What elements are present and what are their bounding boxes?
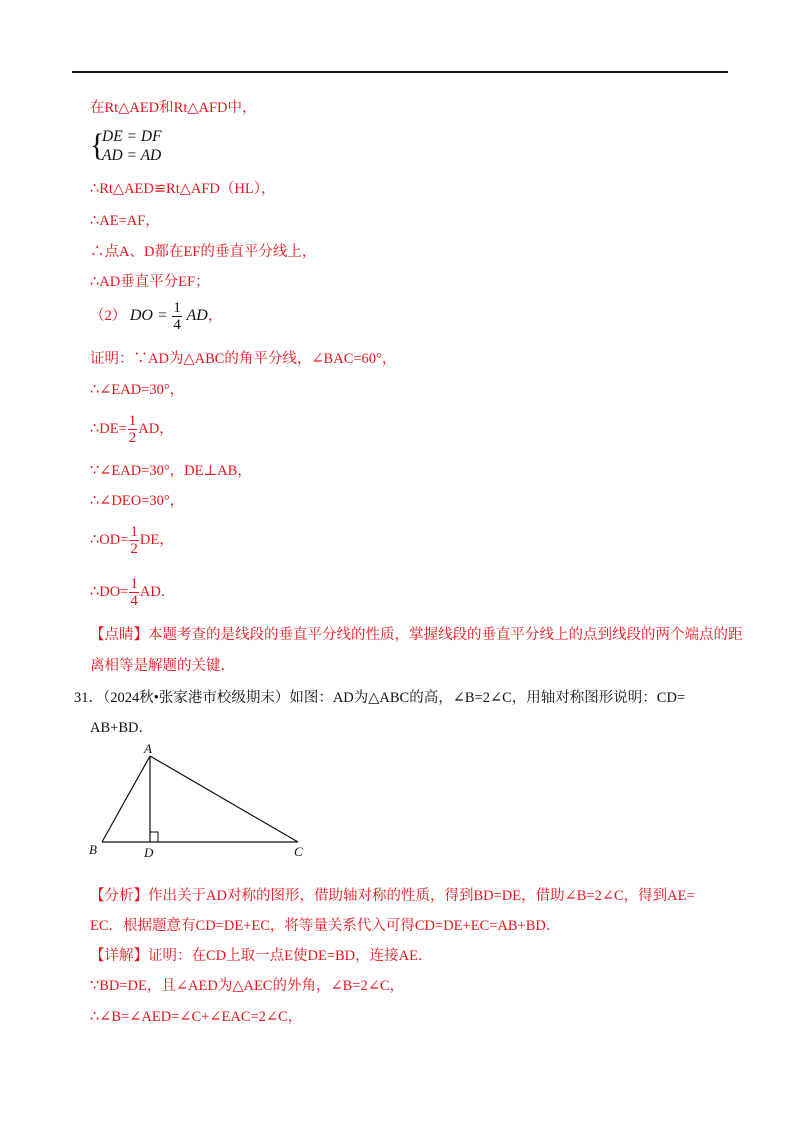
fraction-numerator: 1 xyxy=(130,524,138,540)
brace-icon: { xyxy=(90,128,105,163)
formula-line xyxy=(90,300,222,333)
vertex-label-a: A xyxy=(144,741,152,756)
text-line: 在Rt△AED和Rt△AFD中， xyxy=(90,100,257,116)
right-angle-marker xyxy=(150,832,158,842)
text-line: ∴AD垂直平分EF； xyxy=(90,274,210,290)
text-line: ∴点A、D都在EF的垂直平分线上， xyxy=(90,244,317,260)
formula-lhs: DO = xyxy=(129,306,168,324)
fraction-numerator: 1 xyxy=(173,300,181,316)
text-line: ∴∠B=∠AED=∠C+∠EAC=2∠C， xyxy=(90,1009,303,1025)
formula-line xyxy=(90,524,174,557)
text-line: 【点睛】本题考查的是线段的垂直平分线的性质，掌握线段的垂直平分线上的点到线段的两个端点的距 xyxy=(90,627,743,643)
vertex-label-b: B xyxy=(89,842,97,857)
fraction xyxy=(128,413,138,446)
punctuation: ， xyxy=(207,307,223,324)
equation-row: AD = AD xyxy=(102,147,162,164)
text-line: 证明：∵AD为△ABC的角平分线，∠BAC=60°， xyxy=(90,351,397,367)
formula-lhs: ∴DE= xyxy=(90,420,127,437)
text-line: ∴∠DEO=30°， xyxy=(90,493,185,509)
side-ab xyxy=(102,756,150,842)
text-line: ∴∠EAD=30°， xyxy=(90,382,185,398)
text-line: ∵∠EAD=30°，DE⊥AB， xyxy=(90,463,252,479)
fraction xyxy=(129,576,139,609)
fraction-numerator: 1 xyxy=(128,413,137,429)
side-ac xyxy=(150,756,298,842)
formula-rhs: AD xyxy=(186,306,208,324)
formula-lhs: ∴OD= xyxy=(90,531,129,548)
text-line: 【详解】证明：在CD上取一点E使DE=BD，连接AE． xyxy=(90,948,433,964)
fraction-denominator: 4 xyxy=(173,317,181,333)
formula-rhs: DE， xyxy=(139,531,174,548)
fraction xyxy=(129,524,139,557)
text-line: ∴Rt△AED≌Rt△AFD（HL）， xyxy=(90,181,276,197)
formula-lhs: ∴DO= xyxy=(90,583,129,600)
fraction xyxy=(172,300,182,333)
formula-line xyxy=(90,413,174,446)
formula-line xyxy=(90,576,175,609)
fraction-denominator: 4 xyxy=(130,593,138,609)
fraction-denominator: 2 xyxy=(128,430,137,446)
formula-rhs: AD， xyxy=(138,420,174,437)
text-line: 【分析】作出关于AD对称的图形，借助轴对称的性质，得到BD=DE，借助∠B=2∠C，得到AE= xyxy=(90,888,695,904)
triangle-figure xyxy=(86,740,316,860)
vertex-label-c: C xyxy=(294,844,303,859)
text-line: 离相等是解题的关键． xyxy=(90,658,235,674)
formula-rhs: AD． xyxy=(139,583,176,600)
fraction-denominator: 2 xyxy=(130,541,138,557)
text-line: ∵BD=DE，且∠AED为△AEC的外角，∠B=2∠C， xyxy=(90,978,405,994)
question-line: AB+BD． xyxy=(90,720,153,736)
vertex-label-d: D xyxy=(144,845,154,860)
equation-row: DE = DF xyxy=(102,128,162,145)
header-rule xyxy=(72,71,728,73)
equation-system xyxy=(90,126,210,168)
question-line: 31．（2024秋•张家港市校级期末）如图：AD为△ABC的高，∠B=2∠C，用轴对称图形说明：CD= xyxy=(74,690,686,706)
part-label: （2） xyxy=(90,307,127,324)
text-line: EC．根据题意有CD=DE+EC，将等量关系代入可得CD=DE+EC=AB+BD． xyxy=(90,918,561,934)
text-line: ∴AE=AF， xyxy=(90,213,160,229)
fraction-numerator: 1 xyxy=(130,576,138,592)
